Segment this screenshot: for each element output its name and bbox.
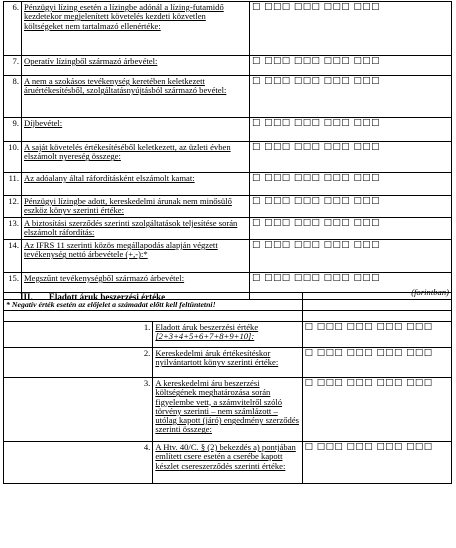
table-row	[4, 2, 452, 56]
footnote: * Negatív érték esetén az előjelet a számadat előtt kell feltüntetni!	[4, 300, 452, 311]
amount-boxes[interactable]: ☐ ☐☐☐ ☐☐☐ ☐☐☐ ☐☐☐	[252, 240, 380, 251]
row-number: 14.	[4, 240, 22, 273]
section-number: III.	[20, 292, 33, 302]
row-label: Az adóalany által ráfordításként elszámolt kamat:	[22, 173, 250, 196]
table-row	[4, 240, 452, 273]
row-label: A nem a szokásos tevékenység keretében keletkezett áruértékesítésből, szolgáltatásnyújtásból származó bevétel:	[22, 76, 250, 118]
table-row	[4, 218, 452, 240]
row-label: A Htv. 40/C. § (2) bekezdés a) pontjában említett csere esetén a cserébe kapott készlet csereszerződés szerinti értéke:	[153, 442, 302, 484]
amount-boxes[interactable]: ☐ ☐☐☐ ☐☐☐ ☐☐☐ ☐☐☐	[252, 273, 380, 284]
amount-boxes[interactable]: ☐ ☐☐☐ ☐☐☐ ☐☐☐ ☐☐☐	[252, 196, 380, 207]
table-row	[4, 76, 452, 118]
table-row	[4, 118, 452, 142]
row-number: 13.	[4, 218, 22, 240]
amount-boxes[interactable]: ☐ ☐☐☐ ☐☐☐ ☐☐☐ ☐☐☐	[304, 378, 433, 389]
amount-boxes[interactable]: ☐ ☐☐☐ ☐☐☐ ☐☐☐ ☐☐☐	[252, 2, 380, 13]
table-row	[4, 56, 452, 76]
table-row	[4, 378, 452, 442]
row-number: 11.	[4, 173, 22, 196]
amount-boxes[interactable]: ☐ ☐☐☐ ☐☐☐ ☐☐☐ ☐☐☐	[304, 348, 433, 359]
row-label: Díjbevétel:	[22, 118, 250, 142]
row-label: A biztosítási szerződés szerinti szolgáltatások teljesítése során elszámolt ráfordítás:	[22, 218, 250, 240]
table-row	[4, 348, 452, 378]
row-number: 10.	[4, 142, 22, 173]
row-number: 8.	[4, 76, 22, 118]
amount-boxes[interactable]: ☐ ☐☐☐ ☐☐☐ ☐☐☐ ☐☐☐	[252, 142, 380, 153]
row-number: 3.	[4, 378, 153, 442]
section-2-table	[3, 1, 452, 311]
row-label: Pénzügyi lízing esetén a lízingbe adónál a lízing-futamidő kezdetekor megjelenített követelés kezdeti közvetlen költségeket nem tartalmazó ellenértéke:	[22, 2, 250, 56]
section-3-table	[3, 287, 452, 484]
amount-boxes[interactable]: ☐ ☐☐☐ ☐☐☐ ☐☐☐ ☐☐☐	[252, 56, 380, 67]
row-number: 9.	[4, 118, 22, 142]
row-number: 7.	[4, 56, 22, 76]
section-title: Eladott áruk beszerzési értéke	[48, 292, 166, 302]
row-number: 4.	[4, 442, 153, 484]
row-label: A kereskedelmi áru beszerzési költségének meghatározása során figyelembe vett, a számvitelről szóló törvény szerinti – nem számlázott – utólag kapott (járó) engedmény szerződés szerinti összege:	[153, 378, 302, 442]
table-row	[4, 173, 452, 196]
row-label: A saját követelés értékesítéséből keletkezett, az üzleti évben elszámolt nyereség összege:	[22, 142, 250, 173]
row-formula: [2+3+4+5+6+7+8+9+10]:	[155, 331, 255, 342]
row-label: Megszűnt tevékenységből származó árbevétel:	[22, 273, 250, 300]
row-number: 1.	[4, 322, 153, 348]
row-label: Operatív lízingből származó árbevétel:	[22, 56, 250, 76]
row-label: Pénzügyi lízingbe adott, kereskedelmi árunak nem minősülő eszköz könyv szerinti értéke:	[22, 196, 250, 218]
amount-boxes[interactable]: ☐ ☐☐☐ ☐☐☐ ☐☐☐ ☐☐☐	[304, 442, 433, 453]
section-header	[4, 293, 452, 322]
row-label: Kereskedelmi áruk értékesítéskor nyilvántartott könyv szerinti értéke:	[153, 348, 302, 378]
table-row	[4, 442, 452, 484]
amount-boxes[interactable]: ☐ ☐☐☐ ☐☐☐ ☐☐☐ ☐☐☐	[252, 173, 380, 184]
amount-boxes[interactable]: ☐ ☐☐☐ ☐☐☐ ☐☐☐ ☐☐☐	[304, 322, 433, 333]
amount-boxes[interactable]: ☐ ☐☐☐ ☐☐☐ ☐☐☐ ☐☐☐	[252, 218, 380, 229]
amount-boxes[interactable]: ☐ ☐☐☐ ☐☐☐ ☐☐☐ ☐☐☐	[252, 118, 380, 129]
table-row	[4, 196, 452, 218]
unit-label: (forintban)	[302, 287, 451, 316]
row-number: 15.	[4, 273, 22, 300]
table-row	[4, 142, 452, 173]
row-label: Az IFRS 11 szerinti közös megállapodás alapján végzett tevékenység nettó árbevétele (+,-):*	[22, 240, 250, 273]
row-label: Eladott áruk beszerzési értéke	[155, 322, 259, 332]
row-number: 6.	[4, 2, 22, 56]
table-row	[4, 322, 452, 348]
amount-boxes[interactable]: ☐ ☐☐☐ ☐☐☐ ☐☐☐ ☐☐☐	[252, 76, 380, 87]
row-number: 12.	[4, 196, 22, 218]
row-number: 2.	[4, 348, 153, 378]
